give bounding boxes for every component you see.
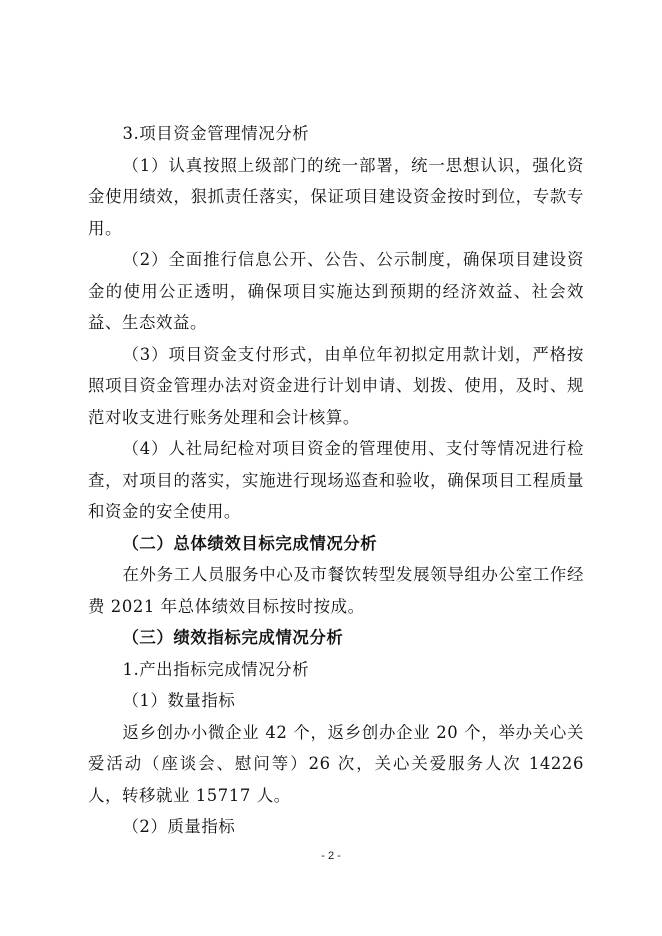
section-heading-overall-goals: （二）总体绩效目标完成情况分析 [122, 533, 378, 553]
subheading-quality-indicators: （2）质量指标 [122, 817, 236, 836]
section-heading-fund-management: 3.项目资金管理情况分析 [122, 124, 310, 143]
subheading-output-indicators: 1.产出指标完成情况分析 [122, 659, 310, 679]
subheading-quantity-indicators: （1）数量指标 [122, 691, 236, 710]
paragraph-item-4: （4）人社局纪检对项目资金的管理使用、支付等情况进行检查，对项目的落实，实施进行现场巡查和验收，确保项目工程质量和资金的安全使用。 [88, 439, 584, 521]
document-body [88, 118, 584, 843]
paragraph-item-2: （2）全面推行信息公开、公告、公示制度，确保项目建设资金的使用公正透明，确保项目实施达到预期的经济效益、社会效益、生态效益。 [88, 250, 584, 332]
paragraph-item-1: （1）认真按照上级部门的统一部署，统一思想认识，强化资金使用绩效，狠抓责任落实，保证项目建设资金按时到位，专款专用。 [88, 155, 584, 238]
page-number: - 2 - [321, 850, 341, 862]
paragraph-overall-goals: 在外务工人员服务中心及市餐饮转型发展领导组办公室工作经费 2021 年总体绩效目标按时按成。 [88, 565, 584, 616]
section-heading-indicators: （三）绩效指标完成情况分析 [122, 628, 344, 647]
paragraph-item-3: （3）项目资金支付形式，由单位年初拟定用款计划，严格按照项目资金管理办法对资金进行计划申请、划拨、使用，及时、规范对收支进行账务处理和会计核算。 [88, 344, 584, 427]
paragraph-quantity-results: 返乡创办小微企业 42 个，返乡创办企业 20 个，举办关心关爱活动（座谈会、慰问等）26 次，关心关爱服务人次 14226 人，转移就业 15717 人。 [88, 722, 584, 805]
